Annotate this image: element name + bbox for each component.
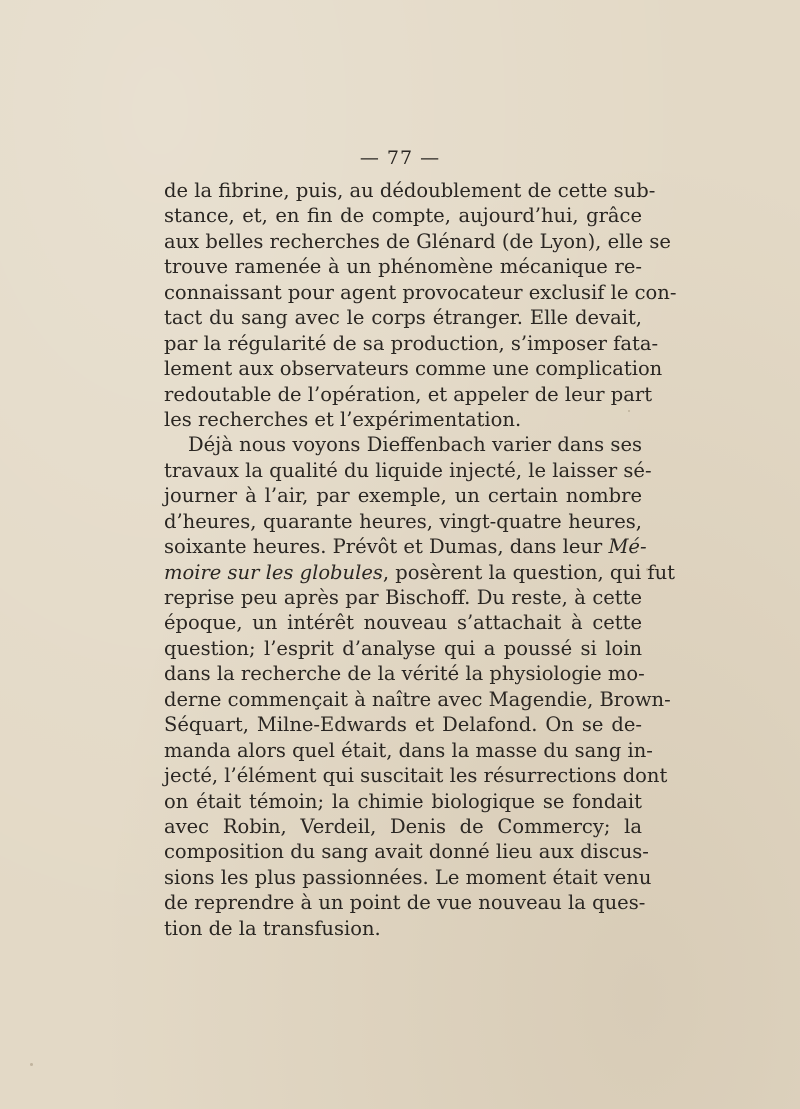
text-segment: soixante heures. Prévôt et Dumas, dans leur — [164, 535, 609, 559]
text-line: reprise peu après par Bischoff. Du reste, à cette — [164, 586, 642, 609]
text-line: manda alors quel était, dans la masse du sang in- — [164, 738, 653, 762]
text-line: par la régularité de sa production, s’imposer fata- — [164, 331, 659, 355]
text-line: les recherches et l’expérimentation. — [164, 407, 522, 431]
text-line: époque, un intérêt nouveau s’attachait à cette — [164, 611, 642, 635]
text-line: redoutable de l’opération, et appeler de leur part — [164, 382, 653, 406]
italic-title: moire sur les globules — [164, 560, 383, 584]
text-line: dans la recherche de la vérité la physiologie mo- — [164, 662, 645, 686]
text-line: connaissant pour agent provocateur exclusif le con- — [164, 280, 677, 304]
text-line: stance, et, en fin de compte, aujourd’hui, grâce — [164, 204, 642, 228]
text-line: on était témoin; la chimie biologique se fondait — [164, 789, 642, 813]
text-line: jecté, l’élément qui suscitait les résurrections dont — [164, 764, 668, 788]
text-line: de reprendre à un point de vue nouveau la ques- — [164, 891, 646, 915]
text-line: composition du sang avait donné lieu aux discus- — [164, 840, 649, 864]
paper-spot — [30, 1063, 33, 1066]
text-line: d’heures, quarante heures, vingt-quatre heures, — [164, 509, 642, 533]
text-line: tact du sang avec le corps étranger. Elle devait, — [164, 306, 642, 330]
text-line: sions les plus passionnées. Le moment était venu — [164, 865, 652, 889]
text-segment: , posèrent la question, qui fut — [382, 560, 676, 584]
body-text — [164, 178, 677, 941]
paper-spot — [628, 410, 630, 412]
text-line: avec Robin, Verdeil, Denis de Commercy; la — [164, 814, 642, 838]
text-line: de la fibrine, puis, au dédoublement de cette sub- — [164, 179, 656, 202]
text-line — [164, 560, 676, 585]
text-line: Déjà nous voyons Dieffenbach varier dans ses — [188, 433, 642, 457]
italic-title: Mé- — [608, 535, 647, 559]
text-line: trouve ramenée à un phénomène mécanique re- — [164, 255, 642, 279]
text-line: travaux la qualité du liquide injecté, le laisser sé- — [164, 458, 652, 482]
text-line: derne commençait à naître avec Magendie, Brown- — [164, 687, 671, 711]
text-line: question; l’esprit d’analyse qui a poussé si loin — [164, 636, 642, 660]
text-line: lement aux observateurs comme une complication — [164, 357, 663, 381]
text-line: tion de la transfusion. — [164, 916, 381, 940]
text-line: journer à l’air, par exemple, un certain nombre — [164, 484, 642, 508]
text-line: Séquart, Milne-Edwards et Delafond. On se de- — [164, 713, 642, 737]
text-line — [164, 534, 647, 559]
text-line: aux belles recherches de Glénard (de Lyon), elle se — [164, 229, 671, 253]
page-number: — 77 — — [359, 147, 441, 169]
paper-spot — [646, 568, 649, 571]
